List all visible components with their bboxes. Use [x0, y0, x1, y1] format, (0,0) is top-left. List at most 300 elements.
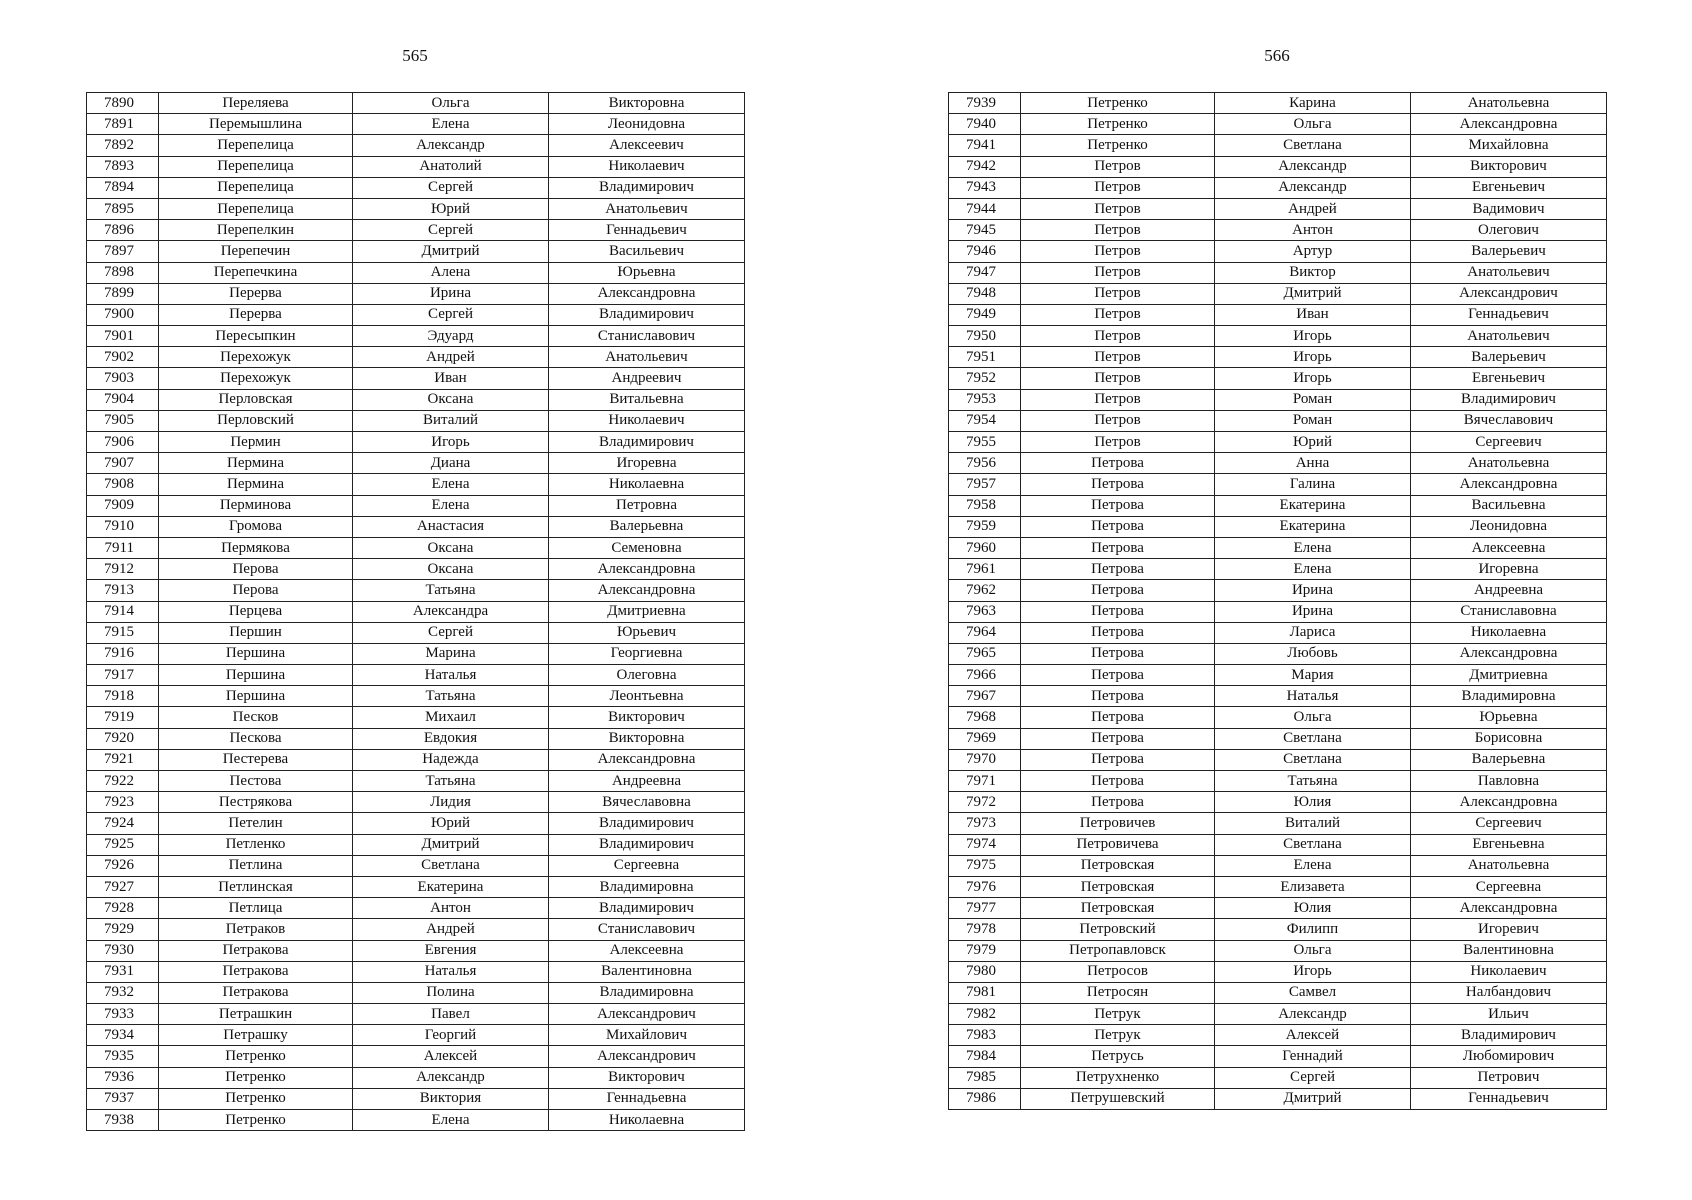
patronymic-cell: Николаевна — [1411, 622, 1607, 643]
last-name-cell: Петренко — [159, 1046, 353, 1067]
first-name-cell: Андрей — [1215, 198, 1411, 219]
table-row — [87, 410, 745, 431]
record-number-cell: 7934 — [87, 1025, 159, 1046]
table-row — [949, 283, 1607, 304]
last-name-cell: Петрова — [1021, 580, 1215, 601]
record-number-cell: 7977 — [949, 898, 1021, 919]
last-name-cell: Петрушевский — [1021, 1088, 1215, 1109]
last-name-cell: Пересыпкин — [159, 326, 353, 347]
record-number-cell: 7939 — [949, 93, 1021, 114]
patronymic-cell: Алексеевич — [549, 135, 745, 156]
first-name-cell: Георгий — [353, 1025, 549, 1046]
patronymic-cell: Вячеславовна — [549, 792, 745, 813]
record-number-cell: 7911 — [87, 537, 159, 558]
table-row — [949, 347, 1607, 368]
table-row — [949, 93, 1607, 114]
table-row — [87, 665, 745, 686]
patronymic-cell: Николаевич — [1411, 961, 1607, 982]
first-name-cell: Галина — [1215, 474, 1411, 495]
patronymic-cell: Александровна — [549, 283, 745, 304]
table-row — [87, 177, 745, 198]
patronymic-cell: Владимирович — [549, 304, 745, 325]
last-name-cell: Петрова — [1021, 453, 1215, 474]
patronymic-cell: Петровна — [549, 495, 745, 516]
table-row — [87, 537, 745, 558]
record-number-cell: 7902 — [87, 347, 159, 368]
first-name-cell: Юлия — [1215, 898, 1411, 919]
first-name-cell: Игорь — [353, 432, 549, 453]
patronymic-cell: Владимировна — [549, 876, 745, 897]
record-number-cell: 7960 — [949, 537, 1021, 558]
last-name-cell: Петровская — [1021, 855, 1215, 876]
first-name-cell: Лариса — [1215, 622, 1411, 643]
record-number-cell: 7943 — [949, 177, 1021, 198]
table-row — [87, 474, 745, 495]
patronymic-cell: Геннадьевна — [549, 1088, 745, 1109]
table-row — [87, 898, 745, 919]
record-number-cell: 7917 — [87, 665, 159, 686]
patronymic-cell: Игоревич — [1411, 919, 1607, 940]
last-name-cell: Перловский — [159, 410, 353, 431]
table-row — [949, 1046, 1607, 1067]
name-table — [948, 92, 1607, 1110]
patronymic-cell: Андреевна — [1411, 580, 1607, 601]
record-number-cell: 7964 — [949, 622, 1021, 643]
table-row — [87, 940, 745, 961]
record-number-cell: 7936 — [87, 1067, 159, 1088]
record-number-cell: 7892 — [87, 135, 159, 156]
first-name-cell: Марина — [353, 643, 549, 664]
table-row — [949, 855, 1607, 876]
first-name-cell: Виктор — [1215, 262, 1411, 283]
patronymic-cell: Александровна — [549, 580, 745, 601]
patronymic-cell: Владимирович — [549, 834, 745, 855]
patronymic-cell: Семеновна — [549, 537, 745, 558]
patronymic-cell: Юрьевич — [549, 622, 745, 643]
record-number-cell: 7975 — [949, 855, 1021, 876]
first-name-cell: Сергей — [353, 177, 549, 198]
record-number-cell: 7966 — [949, 665, 1021, 686]
patronymic-cell: Анатольевич — [549, 198, 745, 219]
last-name-cell: Петрова — [1021, 707, 1215, 728]
first-name-cell: Анна — [1215, 453, 1411, 474]
record-number-cell: 7965 — [949, 643, 1021, 664]
patronymic-cell: Валерьевна — [1411, 749, 1607, 770]
patronymic-cell: Станиславович — [549, 919, 745, 940]
patronymic-cell: Александрович — [549, 1046, 745, 1067]
patronymic-cell: Викторовна — [549, 728, 745, 749]
patronymic-cell: Евгеньевич — [1411, 177, 1607, 198]
first-name-cell: Сергей — [353, 304, 549, 325]
patronymic-cell: Игоревна — [549, 453, 745, 474]
patronymic-cell: Леонтьевна — [549, 686, 745, 707]
first-name-cell: Любовь — [1215, 643, 1411, 664]
first-name-cell: Ольга — [353, 93, 549, 114]
table-row — [949, 622, 1607, 643]
table-row — [87, 643, 745, 664]
patronymic-cell: Александровна — [1411, 792, 1607, 813]
first-name-cell: Андрей — [353, 347, 549, 368]
record-number-cell: 7928 — [87, 898, 159, 919]
table-row — [87, 1046, 745, 1067]
table-row — [949, 601, 1607, 622]
last-name-cell: Петрова — [1021, 728, 1215, 749]
table-row — [949, 961, 1607, 982]
patronymic-cell: Алексеевна — [1411, 537, 1607, 558]
patronymic-cell: Анатольевна — [1411, 93, 1607, 114]
first-name-cell: Оксана — [353, 537, 549, 558]
first-name-cell: Александр — [1215, 1004, 1411, 1025]
table-row — [87, 813, 745, 834]
first-name-cell: Ирина — [1215, 601, 1411, 622]
record-number-cell: 7986 — [949, 1088, 1021, 1109]
last-name-cell: Петрова — [1021, 686, 1215, 707]
record-number-cell: 7924 — [87, 813, 159, 834]
first-name-cell: Виктория — [353, 1088, 549, 1109]
last-name-cell: Петров — [1021, 177, 1215, 198]
table-row — [87, 834, 745, 855]
first-name-cell: Анастасия — [353, 516, 549, 537]
last-name-cell: Перловская — [159, 389, 353, 410]
table-row — [87, 686, 745, 707]
record-number-cell: 7920 — [87, 728, 159, 749]
record-number-cell: 7955 — [949, 432, 1021, 453]
first-name-cell: Светлана — [353, 855, 549, 876]
record-number-cell: 7903 — [87, 368, 159, 389]
last-name-cell: Петрова — [1021, 516, 1215, 537]
record-number-cell: 7953 — [949, 389, 1021, 410]
last-name-cell: Перова — [159, 559, 353, 580]
record-number-cell: 7948 — [949, 283, 1021, 304]
last-name-cell: Петрова — [1021, 622, 1215, 643]
last-name-cell: Петров — [1021, 156, 1215, 177]
table-row — [949, 177, 1607, 198]
record-number-cell: 7919 — [87, 707, 159, 728]
record-number-cell: 7896 — [87, 220, 159, 241]
last-name-cell: Петракова — [159, 940, 353, 961]
last-name-cell: Петленко — [159, 834, 353, 855]
record-number-cell: 7918 — [87, 686, 159, 707]
record-number-cell: 7971 — [949, 771, 1021, 792]
last-name-cell: Перепелица — [159, 135, 353, 156]
table-row — [87, 93, 745, 114]
table-row — [87, 728, 745, 749]
patronymic-cell: Витальевна — [549, 389, 745, 410]
patronymic-cell: Евгеньевич — [1411, 368, 1607, 389]
first-name-cell: Елена — [353, 474, 549, 495]
table-row — [949, 792, 1607, 813]
record-number-cell: 7921 — [87, 749, 159, 770]
last-name-cell: Петров — [1021, 262, 1215, 283]
last-name-cell: Петрова — [1021, 792, 1215, 813]
patronymic-cell: Анатольевна — [1411, 855, 1607, 876]
patronymic-cell: Петрович — [1411, 1067, 1607, 1088]
patronymic-cell: Викторович — [549, 707, 745, 728]
first-name-cell: Геннадий — [1215, 1046, 1411, 1067]
patronymic-cell: Геннадьевич — [1411, 304, 1607, 325]
record-number-cell: 7933 — [87, 1004, 159, 1025]
record-number-cell: 7968 — [949, 707, 1021, 728]
last-name-cell: Петрук — [1021, 1025, 1215, 1046]
table-row — [87, 919, 745, 940]
first-name-cell: Иван — [1215, 304, 1411, 325]
last-name-cell: Петровичев — [1021, 813, 1215, 834]
last-name-cell: Петрашку — [159, 1025, 353, 1046]
first-name-cell: Михаил — [353, 707, 549, 728]
table-row — [949, 559, 1607, 580]
table-row — [87, 283, 745, 304]
first-name-cell: Светлана — [1215, 135, 1411, 156]
last-name-cell: Першин — [159, 622, 353, 643]
last-name-cell: Петров — [1021, 410, 1215, 431]
patronymic-cell: Викторовна — [549, 93, 745, 114]
table-row — [87, 707, 745, 728]
patronymic-cell: Николаевич — [549, 410, 745, 431]
table-row — [949, 220, 1607, 241]
last-name-cell: Петросов — [1021, 961, 1215, 982]
patronymic-cell: Геннадьевич — [1411, 1088, 1607, 1109]
table-row — [949, 1025, 1607, 1046]
patronymic-cell: Александровна — [1411, 898, 1607, 919]
record-number-cell: 7945 — [949, 220, 1021, 241]
record-number-cell: 7898 — [87, 262, 159, 283]
last-name-cell: Петренко — [159, 1088, 353, 1109]
first-name-cell: Ирина — [1215, 580, 1411, 601]
page-number: 565 — [402, 46, 428, 65]
patronymic-cell: Вячеславович — [1411, 410, 1607, 431]
table-row — [87, 1004, 745, 1025]
table-row — [949, 643, 1607, 664]
patronymic-cell: Леонидовна — [1411, 516, 1607, 537]
first-name-cell: Ирина — [353, 283, 549, 304]
first-name-cell: Евгения — [353, 940, 549, 961]
record-number-cell: 7937 — [87, 1088, 159, 1109]
record-number-cell: 7947 — [949, 262, 1021, 283]
patronymic-cell: Юрьевна — [549, 262, 745, 283]
last-name-cell: Петровский — [1021, 919, 1215, 940]
first-name-cell: Екатерина — [1215, 495, 1411, 516]
table-row — [87, 982, 745, 1003]
last-name-cell: Петров — [1021, 304, 1215, 325]
first-name-cell: Татьяна — [353, 580, 549, 601]
table-row — [87, 1110, 745, 1131]
record-number-cell: 7925 — [87, 834, 159, 855]
record-number-cell: 7908 — [87, 474, 159, 495]
patronymic-cell: Сергеевич — [1411, 813, 1607, 834]
table-row — [87, 368, 745, 389]
record-number-cell: 7923 — [87, 792, 159, 813]
record-number-cell: 7956 — [949, 453, 1021, 474]
first-name-cell: Дмитрий — [1215, 283, 1411, 304]
first-name-cell: Оксана — [353, 389, 549, 410]
record-number-cell: 7930 — [87, 940, 159, 961]
record-number-cell: 7942 — [949, 156, 1021, 177]
record-number-cell: 7984 — [949, 1046, 1021, 1067]
first-name-cell: Светлана — [1215, 834, 1411, 855]
last-name-cell: Петрухненко — [1021, 1067, 1215, 1088]
record-number-cell: 7958 — [949, 495, 1021, 516]
first-name-cell: Андрей — [353, 919, 549, 940]
last-name-cell: Перерва — [159, 283, 353, 304]
table-row — [949, 410, 1607, 431]
table-row — [949, 940, 1607, 961]
patronymic-cell: Викторович — [1411, 156, 1607, 177]
patronymic-cell: Алексеевна — [549, 940, 745, 961]
record-number-cell: 7910 — [87, 516, 159, 537]
record-number-cell: 7957 — [949, 474, 1021, 495]
first-name-cell: Дмитрий — [353, 241, 549, 262]
first-name-cell: Надежда — [353, 749, 549, 770]
first-name-cell: Карина — [1215, 93, 1411, 114]
last-name-cell: Петренко — [159, 1067, 353, 1088]
record-number-cell: 7893 — [87, 156, 159, 177]
table-row — [87, 347, 745, 368]
last-name-cell: Перемышлина — [159, 114, 353, 135]
first-name-cell: Иван — [353, 368, 549, 389]
patronymic-cell: Дмитриевна — [1411, 665, 1607, 686]
record-number-cell: 7907 — [87, 453, 159, 474]
record-number-cell: 7980 — [949, 961, 1021, 982]
first-name-cell: Татьяна — [1215, 771, 1411, 792]
patronymic-cell: Павловна — [1411, 771, 1607, 792]
table-row — [949, 135, 1607, 156]
patronymic-cell: Викторович — [549, 1067, 745, 1088]
record-number-cell: 7938 — [87, 1110, 159, 1131]
last-name-cell: Пермина — [159, 453, 353, 474]
name-table — [86, 92, 745, 1131]
first-name-cell: Дмитрий — [353, 834, 549, 855]
record-number-cell: 7935 — [87, 1046, 159, 1067]
first-name-cell: Евдокия — [353, 728, 549, 749]
table-row — [87, 304, 745, 325]
first-name-cell: Юлия — [1215, 792, 1411, 813]
first-name-cell: Анатолий — [353, 156, 549, 177]
record-number-cell: 7954 — [949, 410, 1021, 431]
last-name-cell: Пестова — [159, 771, 353, 792]
first-name-cell: Алена — [353, 262, 549, 283]
last-name-cell: Перерва — [159, 304, 353, 325]
table-row — [949, 453, 1607, 474]
last-name-cell: Петрова — [1021, 537, 1215, 558]
last-name-cell: Петракова — [159, 982, 353, 1003]
table-row — [87, 516, 745, 537]
patronymic-cell: Александровна — [1411, 114, 1607, 135]
first-name-cell: Диана — [353, 453, 549, 474]
patronymic-cell: Николаевна — [549, 474, 745, 495]
last-name-cell: Петрова — [1021, 749, 1215, 770]
last-name-cell: Петров — [1021, 220, 1215, 241]
table-row — [87, 622, 745, 643]
record-number-cell: 7985 — [949, 1067, 1021, 1088]
table-row — [87, 749, 745, 770]
first-name-cell: Наталья — [353, 961, 549, 982]
record-number-cell: 7912 — [87, 559, 159, 580]
patronymic-cell: Александрович — [549, 1004, 745, 1025]
first-name-cell: Виталий — [1215, 813, 1411, 834]
patronymic-cell: Александровна — [1411, 643, 1607, 664]
first-name-cell: Татьяна — [353, 686, 549, 707]
first-name-cell: Александр — [353, 135, 549, 156]
patronymic-cell: Валентиновна — [1411, 940, 1607, 961]
first-name-cell: Елена — [1215, 559, 1411, 580]
record-number-cell: 7927 — [87, 876, 159, 897]
last-name-cell: Петракова — [159, 961, 353, 982]
table-row — [87, 156, 745, 177]
record-number-cell: 7901 — [87, 326, 159, 347]
last-name-cell: Пермина — [159, 474, 353, 495]
patronymic-cell: Михайловна — [1411, 135, 1607, 156]
patronymic-cell: Станиславович — [549, 326, 745, 347]
table-row — [87, 495, 745, 516]
first-name-cell: Филипп — [1215, 919, 1411, 940]
record-number-cell: 7951 — [949, 347, 1021, 368]
first-name-cell: Юрий — [1215, 432, 1411, 453]
first-name-cell: Игорь — [1215, 347, 1411, 368]
last-name-cell: Пестрякова — [159, 792, 353, 813]
record-number-cell: 7894 — [87, 177, 159, 198]
last-name-cell: Петрова — [1021, 495, 1215, 516]
first-name-cell: Елена — [1215, 537, 1411, 558]
record-number-cell: 7944 — [949, 198, 1021, 219]
record-number-cell: 7950 — [949, 326, 1021, 347]
table-row — [949, 241, 1607, 262]
last-name-cell: Петренко — [1021, 114, 1215, 135]
last-name-cell: Петрусь — [1021, 1046, 1215, 1067]
first-name-cell: Артур — [1215, 241, 1411, 262]
table-row — [87, 453, 745, 474]
patronymic-cell: Геннадьевич — [549, 220, 745, 241]
patronymic-cell: Дмитриевна — [549, 601, 745, 622]
table-row — [87, 855, 745, 876]
patronymic-cell: Ильич — [1411, 1004, 1607, 1025]
table-row — [87, 389, 745, 410]
table-row — [87, 326, 745, 347]
record-number-cell: 7909 — [87, 495, 159, 516]
last-name-cell: Петров — [1021, 283, 1215, 304]
table-row — [87, 792, 745, 813]
last-name-cell: Петрашкин — [159, 1004, 353, 1025]
record-number-cell: 7970 — [949, 749, 1021, 770]
patronymic-cell: Владимирович — [1411, 1025, 1607, 1046]
table-row — [949, 898, 1607, 919]
patronymic-cell: Анатольевна — [1411, 453, 1607, 474]
record-number-cell: 7961 — [949, 559, 1021, 580]
patronymic-cell: Анатольевич — [1411, 262, 1607, 283]
first-name-cell: Ольга — [1215, 114, 1411, 135]
first-name-cell: Сергей — [353, 622, 549, 643]
last-name-cell: Громова — [159, 516, 353, 537]
first-name-cell: Роман — [1215, 410, 1411, 431]
page-number: 566 — [1264, 46, 1290, 65]
patronymic-cell: Евгеньевна — [1411, 834, 1607, 855]
record-number-cell: 7962 — [949, 580, 1021, 601]
record-number-cell: 7941 — [949, 135, 1021, 156]
table-row — [87, 262, 745, 283]
record-number-cell: 7978 — [949, 919, 1021, 940]
patronymic-cell: Георгиевна — [549, 643, 745, 664]
record-number-cell: 7974 — [949, 834, 1021, 855]
table-row — [949, 876, 1607, 897]
table-row — [949, 580, 1607, 601]
table-row — [949, 771, 1607, 792]
patronymic-cell: Любомирович — [1411, 1046, 1607, 1067]
last-name-cell: Петренко — [1021, 93, 1215, 114]
table-row — [949, 537, 1607, 558]
last-name-cell: Петлинская — [159, 876, 353, 897]
record-number-cell: 7946 — [949, 241, 1021, 262]
record-number-cell: 7959 — [949, 516, 1021, 537]
first-name-cell: Антон — [1215, 220, 1411, 241]
